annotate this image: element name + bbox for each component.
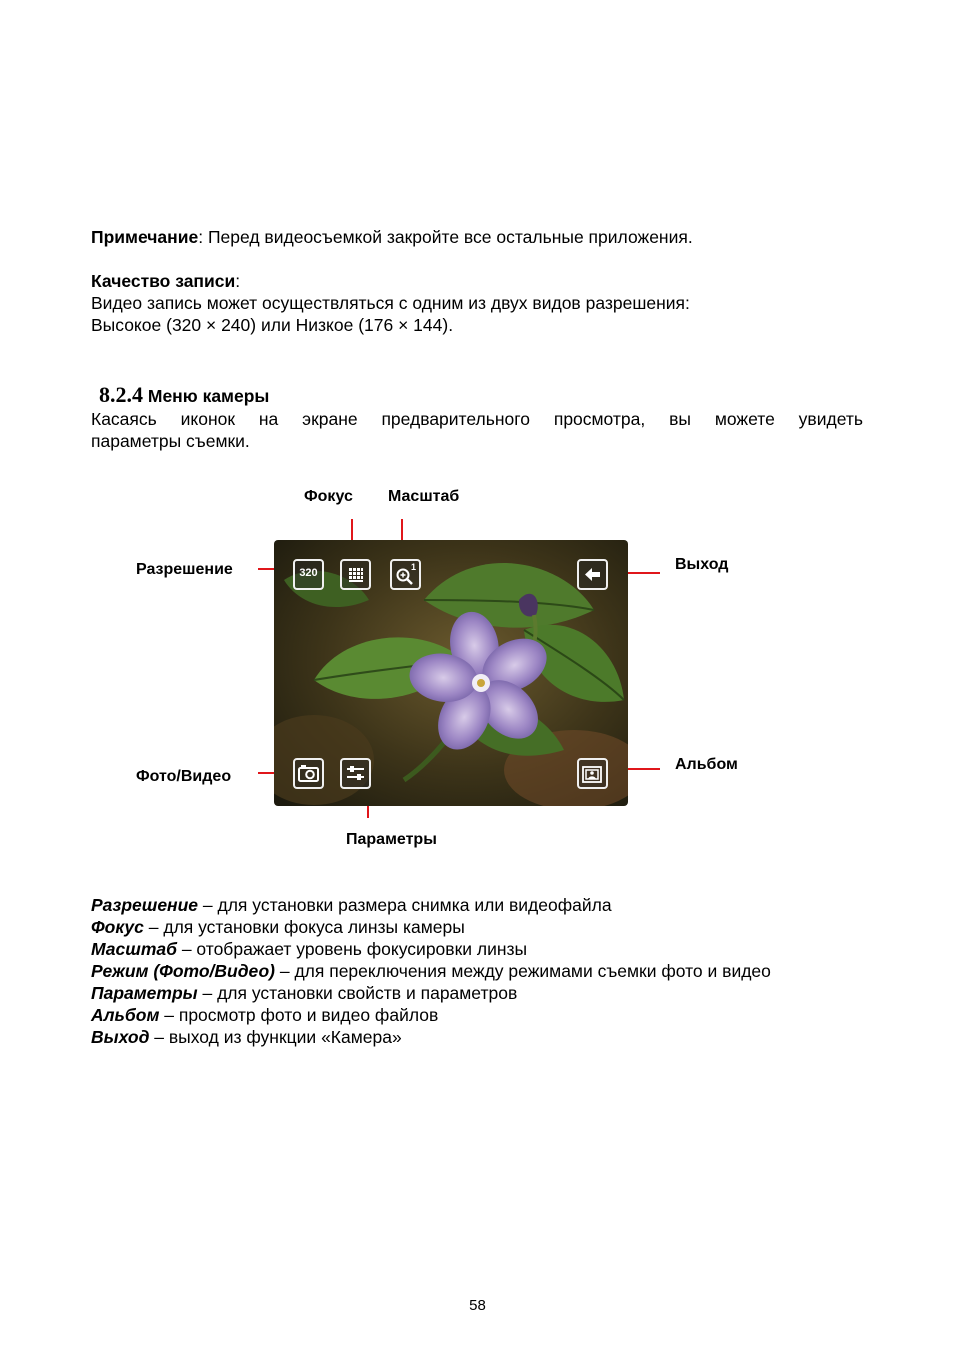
label-exit: Выход [675, 556, 729, 573]
gallery-icon [579, 760, 606, 787]
definition-focus [91, 916, 465, 938]
definition-mode [91, 960, 771, 982]
definition-desc: – для установки фокуса линзы камеры [143, 917, 465, 937]
definition-term: Выход [91, 1027, 150, 1047]
definition-term: Режим (Фото/Видео) [91, 961, 275, 981]
resolution-icon-text: 320 [299, 567, 318, 579]
label-settings: Параметры [346, 831, 437, 848]
label-resolution: Разрешение [136, 561, 233, 578]
section-para-line-2: параметры съемки. [91, 431, 250, 451]
back-arrow-icon [579, 561, 606, 588]
camera-icon [295, 760, 322, 787]
quality-label: Качество записи [91, 271, 236, 291]
definition-desc: – выход из функции «Камера» [149, 1027, 402, 1047]
definition-exit [91, 1026, 402, 1048]
note-label: Примечание [91, 227, 199, 247]
definition-desc: – для установки свойств и параметров [197, 983, 518, 1003]
zoom-icon[interactable] [390, 559, 421, 590]
quality-colon: : [235, 271, 241, 291]
definition-zoom [91, 938, 527, 960]
focus-icon[interactable] [340, 559, 371, 590]
definition-term: Фокус [91, 917, 144, 937]
definition-desc: – для переключения между режимами съемки фото и видео [275, 961, 771, 981]
definition-resolution [91, 894, 612, 916]
label-focus: Фокус [304, 488, 353, 505]
definition-term: Параметры [91, 983, 198, 1003]
tools-icon [342, 760, 369, 787]
camera-preview [274, 540, 628, 806]
quality-line-1: Видео запись может осуществляться с одним из двух видов разрешения: [91, 293, 690, 313]
section-title: Меню камеры [147, 386, 270, 406]
flower-photo-image [274, 540, 628, 806]
label-photo-video: Фото/Видео [136, 768, 232, 785]
focus-grid-icon [342, 561, 369, 588]
label-zoom: Масштаб [388, 488, 460, 505]
resolution-icon[interactable] [293, 559, 324, 590]
page-number: 58 [469, 1297, 486, 1314]
note-text: : Перед видеосъемкой закройте все остальные приложения. [198, 227, 693, 247]
definition-desc: – для установки размера снимка или видеофайла [198, 895, 612, 915]
definition-settings [91, 982, 517, 1004]
definition-desc: – отображает уровень фокусировки линзы [176, 939, 528, 959]
exit-icon[interactable] [577, 559, 608, 590]
photo-video-icon[interactable] [293, 758, 324, 789]
album-icon[interactable] [577, 758, 608, 789]
label-album: Альбом [675, 756, 738, 773]
definition-term: Масштаб [91, 939, 177, 959]
definition-term: Альбом [91, 1005, 160, 1025]
quality-line-2: Высокое (320 × 240) или Низкое (176 × 144). [91, 315, 454, 335]
definition-album [91, 1004, 438, 1026]
section-number: 8.2.4 [99, 382, 143, 407]
definition-desc: – просмотр фото и видео файлов [159, 1005, 439, 1025]
settings-icon[interactable] [340, 758, 371, 789]
section-para-line-1: Касаясь иконок на экране предварительного просмотра, вы можете увидеть [91, 409, 863, 429]
definition-term: Разрешение [91, 895, 199, 915]
zoom-level-text: 1 [411, 562, 417, 572]
